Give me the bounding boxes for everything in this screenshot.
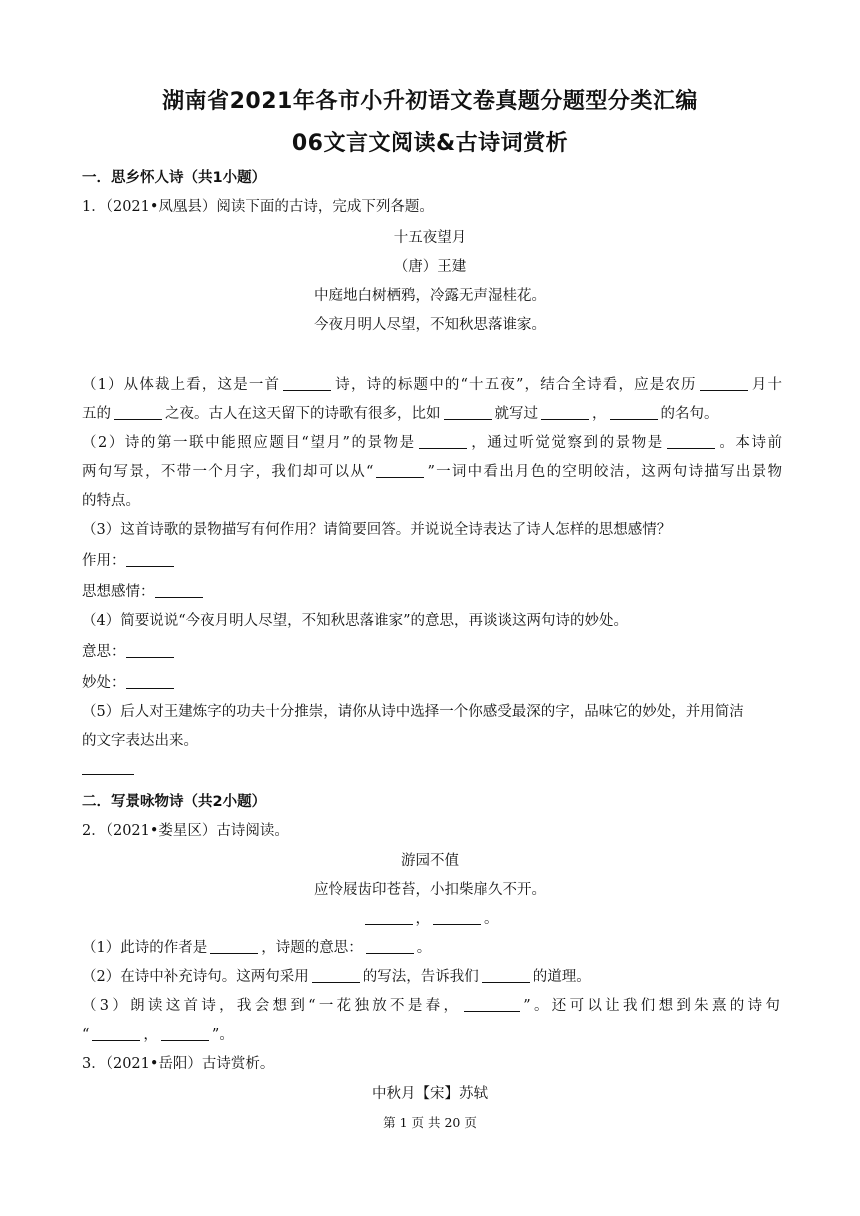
question-1-part-2-cont [82,462,782,482]
poem-author: （唐）王建 [393,259,467,275]
answer-blank[interactable] [92,1026,140,1041]
question-1-part-5: （5）后人对王建炼字的功夫十分推崇，请你从诗中选择一个你感受最深的字，品味它的妙处，并用简洁 [82,704,744,720]
answer-blank[interactable] [126,643,174,658]
question-1-stem: 1．（2021•凤凰县）阅读下面的古诗，完成下列各题。 [82,199,434,215]
text: ， [143,1027,158,1043]
answer-blank[interactable] [283,376,331,391]
text: （2）诗的第一联中能照应题目“望月”的景物是 [82,435,416,451]
poem-title: 中秋月【宋】苏轼 [372,1086,488,1102]
text: 之夜。古人在这天留下的诗歌有很多，比如 [165,406,441,422]
answer-blank[interactable] [444,405,492,420]
answer-blank[interactable] [366,939,414,954]
text: ， [415,911,430,927]
label: 意思： [82,644,126,660]
question-1-part-3: （3）这首诗歌的景物描写有何作用？请简要回答。并说说全诗表达了诗人怎样的思想感情？ [82,522,672,538]
answer-blank[interactable] [210,939,258,954]
text: 的名句。 [660,406,719,422]
label: 思想感情： [82,584,155,600]
page-footer: 第 1 页 共 20 页 [383,1115,477,1130]
question-2-stem: 2．（2021•娄星区）古诗阅读。 [82,823,289,839]
text: （2）在诗中补充诗句。这两句采用 [82,969,309,985]
text: ”。还可以让我们想到朱熹的诗句 [523,998,782,1014]
answer-blank[interactable] [376,463,424,478]
label: 妙处： [82,675,126,691]
question-2-part-1 [82,938,782,958]
answer-blank[interactable] [464,997,520,1012]
answer-blank[interactable] [161,1026,209,1041]
answer-blank[interactable] [365,910,413,925]
text: （1）此诗的作者是 [82,940,208,956]
question-1-part-2 [82,433,782,453]
text: 。 [484,911,499,927]
poem-blank-line [0,909,860,929]
poem-line: 中庭地白树栖鸦，冷露无声湿桂花。 [314,288,546,304]
answer-blank[interactable] [433,910,481,925]
text: 就写过 [494,406,538,422]
answer-blank[interactable] [700,376,748,391]
answer-blank[interactable] [82,774,134,775]
answer-blank[interactable] [482,968,530,983]
answer-line-feeling [82,582,782,602]
question-1-part-5-cont: 的文字表达出来。 [82,733,198,749]
text: 诗，诗的标题中的“十五夜”，结合全诗看，应是农历 [334,377,697,393]
text: ， [592,406,607,422]
document-subtitle: 06文言文阅读&古诗词赏析 [291,131,569,156]
text: ”。 [211,1027,234,1043]
question-1-part-4: （4）简要说说“今夜月明人尽望，不知秋思落谁家”的意思，再谈谈这两句诗的妙处。 [82,613,629,629]
question-1-part-1-cont [82,404,782,424]
answer-blank[interactable] [126,552,174,567]
text: 两句写景，不带一个月字，我们却可以从“ [82,464,374,480]
answer-blank[interactable] [312,968,360,983]
text: “ [82,1027,90,1043]
section-heading-2: 二．写景咏物诗（共2小题） [82,794,267,810]
question-2-part-3 [82,996,782,1016]
poem-line: 今夜月明人尽望，不知秋思落谁家。 [314,317,546,333]
text: 。 [416,940,432,956]
poem-title: 游园不值 [401,853,459,869]
answer-blank[interactable] [419,434,467,449]
answer-blank[interactable] [541,405,589,420]
document-title: 湖南省2021年各市小升初语文卷真题分题型分类汇编 [162,89,698,114]
question-2-part-3-cont [82,1025,782,1045]
poem-title: 十五夜望月 [393,230,467,246]
text: 的道理。 [532,969,591,985]
poem-line: 应怜屐齿印苍苔，小扣柴扉久不开。 [314,882,546,898]
question-1-part-2-end: 的特点。 [82,493,140,509]
answer-line-merit [82,673,782,693]
text: ，通过听觉觉察到的景物是 [469,435,664,451]
answer-line-meaning [82,642,782,662]
section-heading-1: 一．思乡怀人诗（共1小题） [82,170,267,186]
question-2-part-2 [82,967,782,987]
text: 月十 [750,377,782,393]
text: （3）朗读这首诗，我会想到“一花独放不是春， [82,998,462,1014]
text: （1）从体裁上看，这是一首 [82,377,281,393]
answer-blank[interactable] [610,405,658,420]
answer-line-effect [82,551,782,571]
question-3-stem: 3．（2021•岳阳）古诗赏析。 [82,1056,275,1072]
question-1-part-1 [82,375,782,395]
text: 的写法，告诉我们 [362,969,479,985]
answer-blank[interactable] [126,674,174,689]
label: 作用： [82,553,126,569]
text: 。本诗前 [717,435,783,451]
answer-blank[interactable] [667,434,715,449]
text: 五的 [82,406,111,422]
answer-blank[interactable] [114,405,162,420]
text: ，诗题的意思： [261,940,363,956]
answer-blank[interactable] [155,583,203,598]
text: ”一词中看出月色的空明皎洁，这两句诗描写出景物 [427,464,782,480]
